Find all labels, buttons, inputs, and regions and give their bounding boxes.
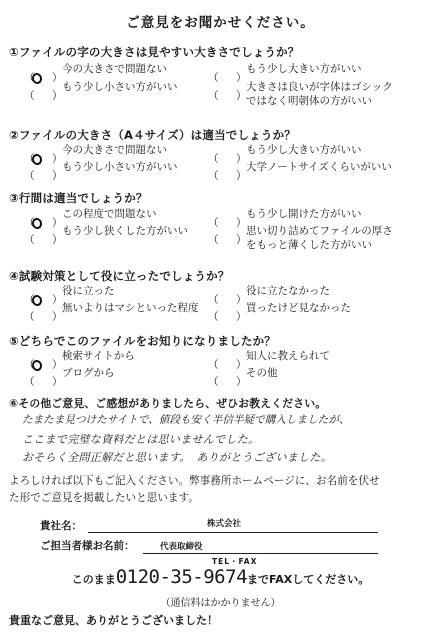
q1-option-1[interactable]: （ ） 今の大きさで問題ない	[24, 63, 167, 84]
question-6: ⑥その他ご意見、ご感想がありましたら、ぜひお教えください。	[9, 397, 327, 410]
q1-option-3[interactable]: （ ） もう少し小さい方がいい	[24, 81, 178, 102]
question-4: ④試験対策として役に立ったでしょうか？	[9, 269, 230, 283]
q1-option-4[interactable]: （ ） 大きさは良いが字体はゴシック ではなく明朝体の方がいい	[208, 81, 393, 107]
optional-note-line-2: た形でご意見を掲載したいと思います。	[9, 492, 199, 504]
q3-option-4[interactable]: （ ） 思い切り詰めてファイルの厚さ をもっと薄くした方がいい	[208, 225, 393, 251]
handwritten-comment-line-1: たまたま見つけたサイトで、値段も安く半信半疑で購入しましたが、	[22, 414, 350, 426]
q3-option-4-continued: をもっと薄くした方がいい	[246, 239, 372, 251]
fax-pre-text: このまま	[71, 573, 116, 586]
q3-option-2[interactable]: （ ） もう少し開けた方がいい	[208, 208, 362, 229]
q4-option-4[interactable]: （ ） 買ったけど見なかった	[208, 302, 351, 323]
q2-option-3[interactable]: （ ） もう少し小さい方がいい	[24, 161, 178, 182]
company-underline	[88, 532, 378, 533]
company-name-field[interactable]: 株式会社	[207, 519, 242, 529]
question-3: ③行間は適当でしょうか？	[9, 191, 148, 205]
q5-option-4[interactable]: （ ） その他	[208, 367, 278, 388]
fax-post-text: までFAXしてください。	[247, 573, 370, 586]
optional-note-line-1: よろしければ以下もご記入ください。弊事務所ホームページに、お名前を伏せ	[9, 475, 380, 487]
closing-message: 貴重なご意見、ありがとうございました！	[9, 614, 218, 627]
fax-number[interactable]: 0120-35-9674	[115, 566, 248, 588]
contact-name-field[interactable]: 代表取締役	[160, 542, 203, 552]
q4-option-3[interactable]: （ ） 無いよりはマシといった程度	[24, 302, 199, 323]
tel-fax-label: TEL・FAX	[212, 557, 258, 566]
handwritten-comment-line-2: ここまで完璧な資料だとは思いませんでした。	[22, 433, 260, 446]
q1-option-4-continued: ではなく明朝体の方がいい	[246, 95, 372, 107]
q2-option-2[interactable]: （ ） もう少し大きい方がいい	[208, 144, 362, 165]
contact-label: ご担当者様お名前：	[40, 540, 135, 552]
question-1: ①ファイルの字の大きさは見やすい大きさでしょうか？	[9, 45, 300, 59]
q5-option-1[interactable]: （ ） 検索サイトから	[24, 350, 135, 371]
q3-option-1[interactable]: （ ） この程度で問題ない	[24, 208, 157, 229]
q5-option-2[interactable]: （ ） 知人に教えられて	[208, 350, 330, 371]
q1-option-2[interactable]: （ ） もう少し大きい方がいい	[208, 63, 362, 84]
q4-option-2[interactable]: （ ） 役に立たなかった	[208, 285, 330, 306]
q5-option-3[interactable]: （ ） ブログから	[24, 367, 115, 388]
question-5: ⑤どちらでこのファイルをお知りになりましたか？	[9, 334, 276, 348]
q2-option-4[interactable]: （ ） 大学ノートサイズくらいがいい	[208, 161, 392, 182]
toll-free-note: （通信料はかかりません）	[160, 598, 281, 609]
handwritten-comment-line-3: おそらく全問正解だと思います。 ありがとうございました。	[22, 451, 333, 464]
q3-option-3[interactable]: （ ） もう少し狭くした方がいい	[24, 225, 188, 246]
fax-instruction	[0, 566, 441, 588]
q2-option-1[interactable]: （ ） 今の大きさで問題ない	[24, 144, 167, 165]
form-title: ご意見をお聞かせください。	[126, 15, 315, 31]
contact-underline	[143, 553, 378, 554]
question-2: ②ファイルの大きさ（A４サイズ）は適当でしょうか？	[9, 128, 296, 142]
q4-option-1[interactable]: （ ） 役に立った	[24, 285, 115, 306]
company-label: 貴社名：	[40, 520, 82, 532]
